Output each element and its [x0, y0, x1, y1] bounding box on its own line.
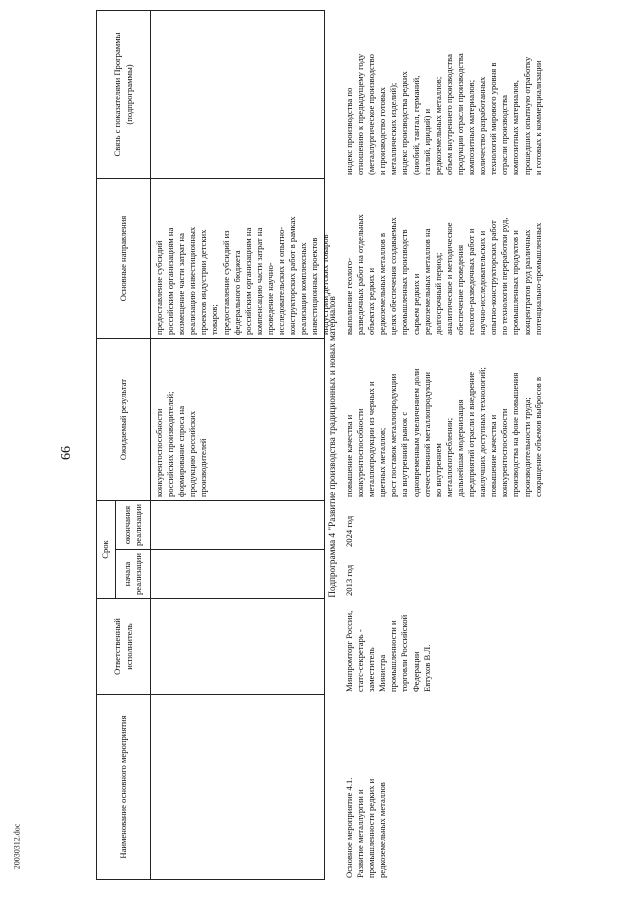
continued-result: конкурентоспособности российских производителей; формирование спроса на продукцию российских производителей	[154, 391, 209, 497]
header-bottom-border	[150, 10, 151, 880]
header-term-end: окончания реализации	[121, 504, 143, 546]
header-vline-0	[96, 879, 151, 880]
row1-vline-3	[151, 549, 325, 550]
header-directions: Основные направления	[117, 215, 128, 302]
header-term: Срок	[100, 540, 111, 559]
row1-vline-6	[151, 178, 325, 179]
header-activity-name: Наименование основного мероприятия	[117, 715, 128, 859]
row1-vline-1	[151, 694, 325, 695]
file-name: 20030312.doc	[12, 823, 22, 870]
activity-4-1-start: 2013 год	[344, 564, 354, 596]
row1-vline-5	[151, 338, 325, 339]
activity-4-1-end: 2024 год	[344, 515, 354, 547]
header-term-start: начала реализации	[121, 553, 143, 595]
header-executor: Ответственный исполнитель	[112, 618, 134, 675]
header-expected-result: Ожидаемый результат	[117, 378, 128, 461]
header-indicators: Связь с показателями Программы (подпрограммы)	[112, 32, 134, 157]
row1-bottom-border	[324, 10, 325, 880]
activity-4-1-result: повышение качества и конкурентоспособности металлопродукции из черных и цветных металлов; рост поставок металлопродукции на внутренний рынок с одновременным увеличением доли отечественной металлопродукции во внутреннем металлопотреблении; дальнейшая модернизация предприятий отрасли и внедрение наилучших доступных технологий; повышение качества и конкурентоспособности производства на фоне повышения производительности труда; сокращение объемов выбросов в	[344, 367, 543, 497]
activity-4-1-directions: выполнение геолого- разведочных работ на отдельных объектах редких и редкоземельных металлов в целях обеспечения создаваемых промышленных производств сырьем редких и редкоземельных металлов на долгосрочный период; аналитическое и методическое обеспечение проведения геолого-разведочных работ и научно-исследовательских и опытно-конструкторских работ по технологии переработки руд, промышленных продуктов и концентратов руд различных потенциально-промышленных	[344, 214, 543, 335]
row1-vline-2	[151, 598, 325, 599]
activity-4-1-name: Основное мероприятие 4.1. Развитие металлургии и промышленности редких и редкоземельных металлов	[344, 777, 388, 878]
row1-vline-0	[151, 879, 325, 880]
row1-vline-4	[151, 500, 325, 501]
row1-vline-7	[151, 10, 325, 11]
activity-4-1-indicators: индекс производства по отношению к предыдущему году (металлургическое производство и производство готовых металлических изделий); индекс производства редких (ниобий, тантал, германий, галлий, иридий) и редкоземельных металлов; объем внутреннего производства продукции отрасли производства композитных материалов; количество разработанных технологий мирового уровня в отрасли производства композитных материалов, прошедших опытную отработку и готовых к коммерциализации	[344, 53, 543, 175]
continued-directions: предоставление субсидий российским организациям на возмещение части затрат на реализацию инвестиционных проектов индустрии детских товаров; предоставление субсидий из федерального бюджета российским организациям на компенсацию части затрат на проведение научно- исследовательских и опытно- конструкторских работ в рамках реализации комплексных инвестиционных проектов индустрии детских товаров	[154, 216, 331, 335]
subprogram-title: Подпрограмма 4 "Развитие производства традиционных и новых материалов"	[327, 292, 337, 598]
table-page	[68, 10, 598, 880]
page-number: 66	[59, 446, 74, 460]
activity-4-1-executor: Минпромторг России, статс-секретарь - заместитель Министра промышленности и торговли Российской Федерации Евтухов В.Л.	[344, 610, 432, 692]
